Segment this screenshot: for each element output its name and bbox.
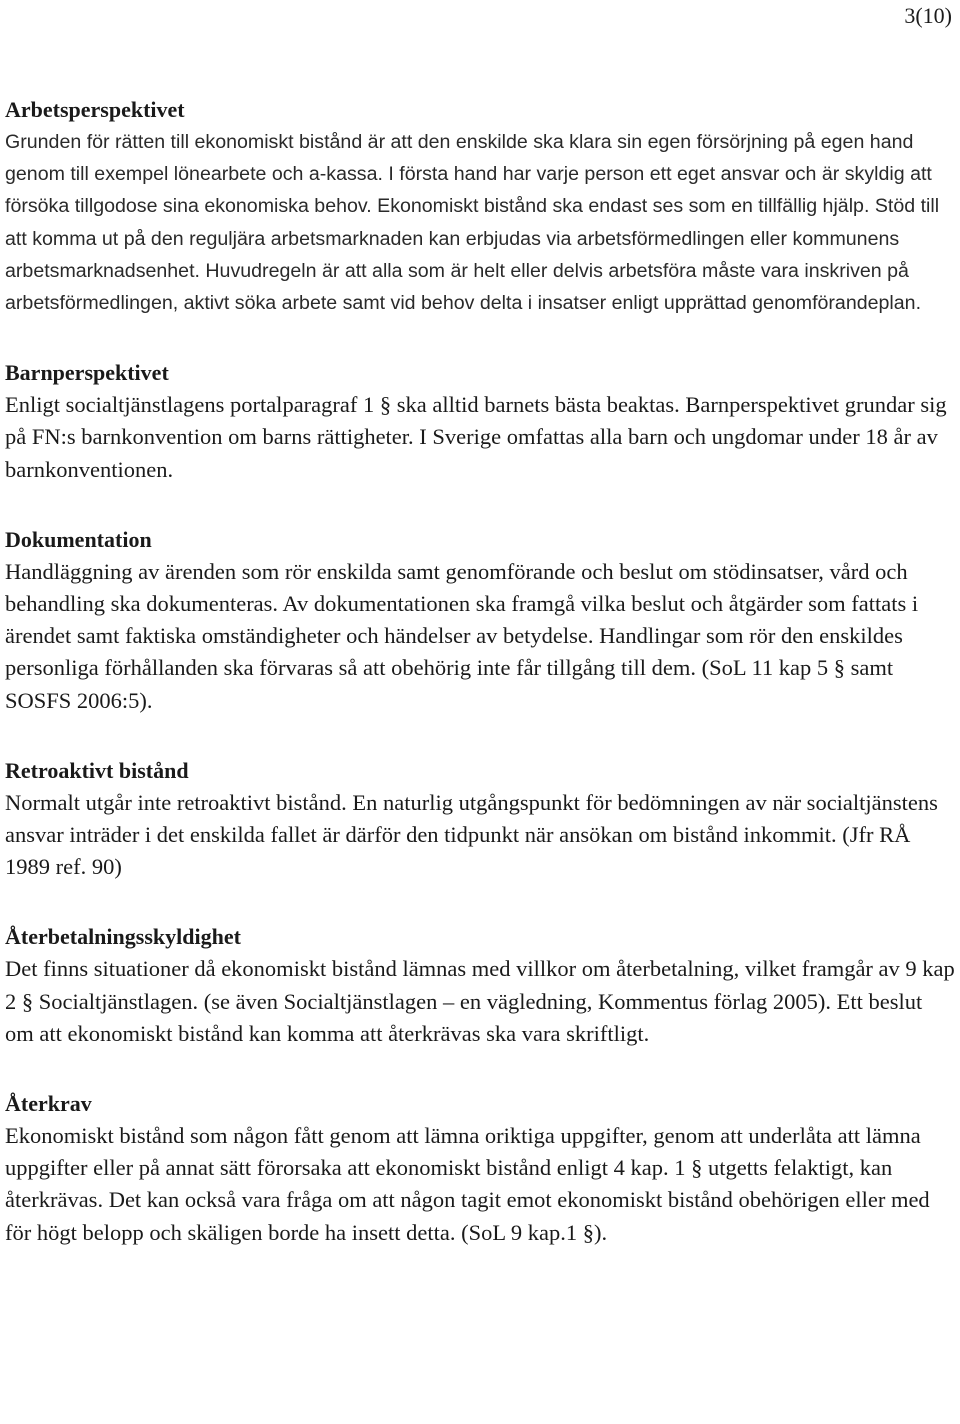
section-retroaktivt-bistand <box>5 755 955 884</box>
section-heading: Barnperspektivet <box>5 360 169 386</box>
section-barnperspektivet <box>5 357 955 486</box>
section-text: Normalt utgår inte retroaktivt bistånd. En naturlig utgångspunkt för bedömningen av när socialtjänstens ansvar inträder i det enskilda fallet är därför den tidpunkt när ansökan om bistånd inkommit. (Jfr RÅ 1989 ref. 90) <box>5 789 938 880</box>
page-number: 3(10) <box>904 3 952 28</box>
section-text: Ekonomiskt bistånd som någon fått genom att lämna oriktiga uppgifter, genom att underlåta att lämna uppgifter eller på annat sätt förorsaka att ekonomiskt bistånd enligt 4 kap. 1 § utgetts felaktigt, kan återkrävas. Det kan också vara fråga om att någon tagit emot ekonomiskt bistånd obehörigen eller med för högt belopp och skäligen borde ha insett detta. (SoL 9 kap.1 §). <box>5 1123 930 1245</box>
document-body <box>5 94 955 1287</box>
section-text: Grunden för rätten till ekonomiskt bistånd är att den enskilde ska klara sin egen försörjning på egen hand genom till exempel lönearbete och a-kassa. I första hand har varje person ett eget ansvar och är skyldig att försöka tillgodose sina ekonomiska behov. Ekonomiskt bistånd ska endast ses som en tillfällig hjälp. Stöd till att komma ut på den reguljära arbetsmarknaden kan erbjudas via arbetsförmedlingen eller kommunens arbetsmarknadsenhet. Huvudregeln är att alla som är helt eller delvis arbetsföra måste vara inskriven på arbetsförmedlingen, aktivt söka arbete samt vid behov delta i insatser enligt upprättad genomförandeplan. <box>5 131 940 315</box>
section-arbetsperspektivet <box>5 94 955 319</box>
section-heading: Återbetalningsskyldighet <box>5 924 241 950</box>
section-text: Enligt socialtjänstlagens portalparagraf 1 § ska alltid barnets bästa beaktas. Barnperspektivet grundar sig på FN:s barnkonvention om barns rättigheter. I Sverige omfattas alla barn och ungdomar under 18 år av barnkonventionen. <box>5 392 947 482</box>
section-text: Handläggning av ärenden som rör enskilda samt genomförande och beslut om stödinsatser, vård och behandling ska dokumenteras. Av dokumentationen ska framgå vilka beslut och åtgärder som fattats i ärendet samt faktiska omständigheter och händelser av betydelse. Handlingar som rör den enskildes personliga förhållanden ska förvaras så att obehörig inte får tillgång till dem. (SoL 11 kap 5 § samt SOSFS 2006:5). <box>5 558 919 713</box>
section-heading: Arbetsperspektivet <box>5 97 185 122</box>
section-heading: Retroaktivt bistånd <box>5 757 189 783</box>
section-aterbetalningsskyldighet <box>5 921 955 1050</box>
section-text: Det finns situationer då ekonomiskt bistånd lämnas med villkor om återbetalning, vilket framgår av 9 kap 2 § Socialtjänstlagen. (se även Socialtjänstlagen – en vägledning, Kommentus förlag 2005). Ett beslut om att ekonomiskt bistånd kan komma att återkrävas ska vara skriftligt. <box>5 956 955 1046</box>
section-heading: Dokumentation <box>5 526 152 552</box>
section-aterkrav <box>5 1088 955 1249</box>
section-dokumentation <box>5 524 955 717</box>
section-heading: Återkrav <box>5 1091 92 1117</box>
